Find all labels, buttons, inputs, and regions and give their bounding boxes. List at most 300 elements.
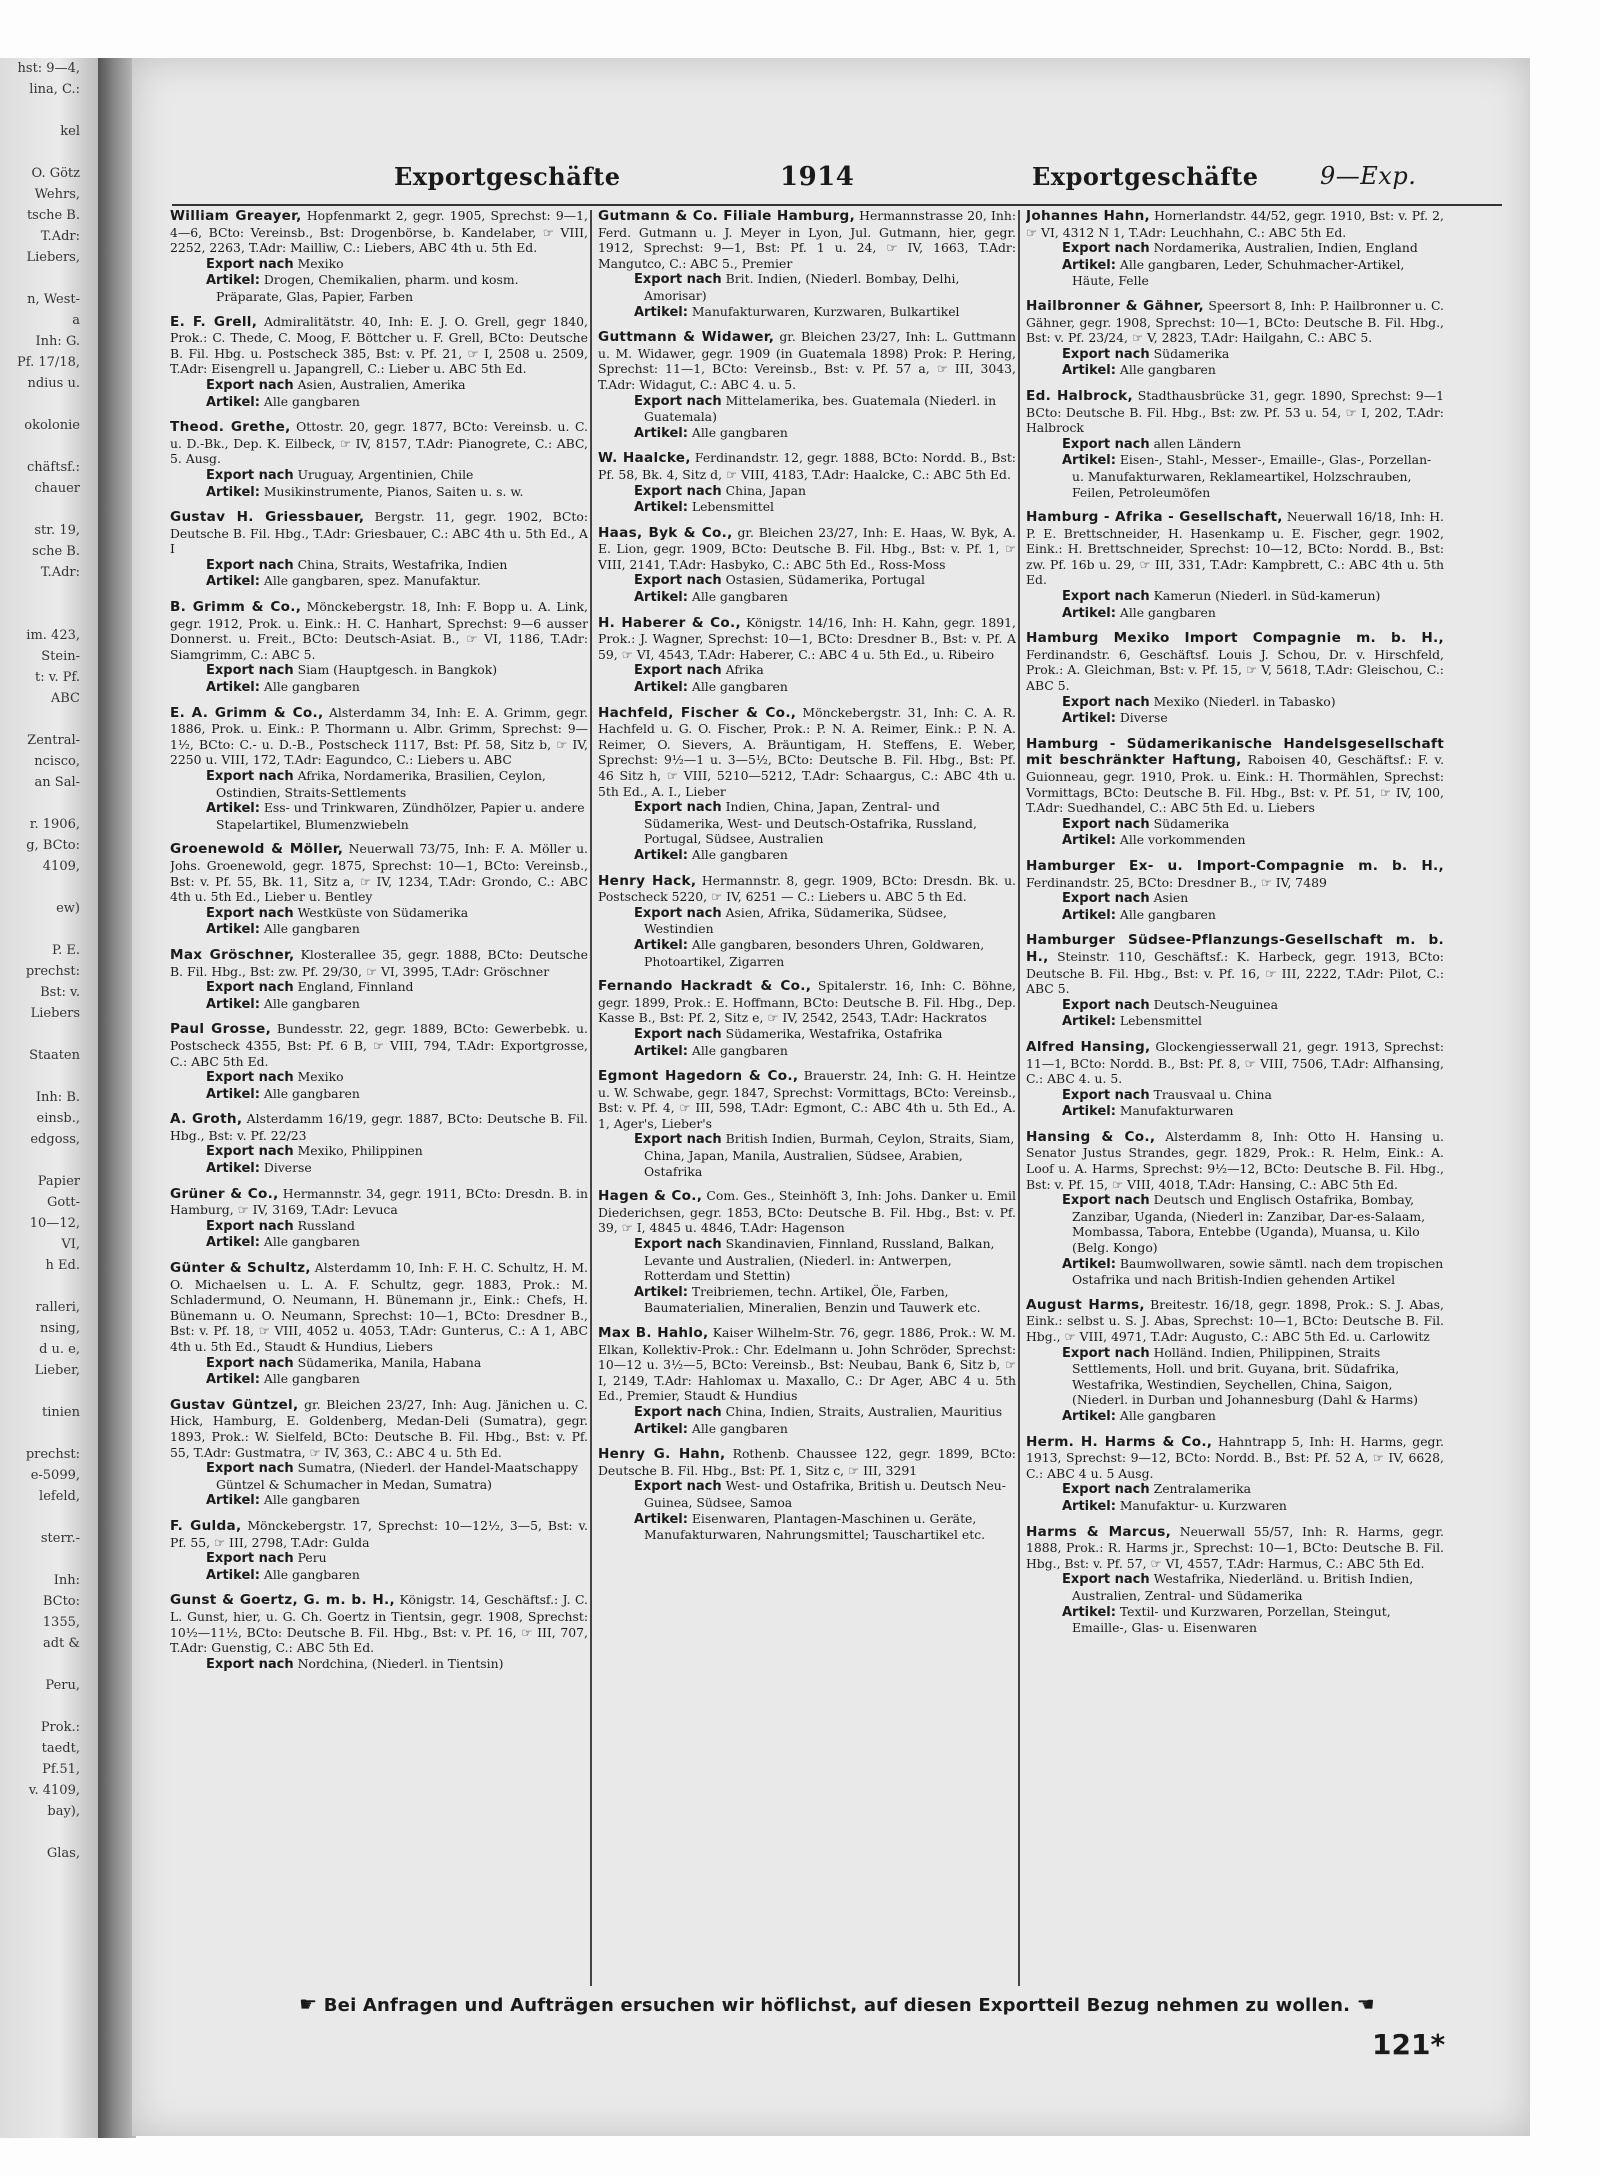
edge-text-line: str. 19,: [34, 523, 80, 538]
edge-text-line: P. E.: [52, 943, 80, 958]
artikel-line: [170, 484, 588, 501]
artikel-line: [598, 304, 1016, 321]
artikel-line: [170, 1371, 588, 1388]
artikel-goods: Textil- und Kurzwaren, Porzellan, Steingut, Emaille-, Glas- u. Eisenwaren: [1072, 1603, 1391, 1636]
export-destinations: Holländ. Indien, Philippinen, Straits Settlements, Holl. und brit. Guyana, brit. Südafrika, Westafrika, Westindien, Seychellen, China, Saigon, (Niederl. in Durban und Johannesburg (Dahl & Harms): [1072, 1344, 1419, 1408]
company-entry: [170, 841, 588, 938]
company-entry: [170, 208, 588, 305]
export-destinations: Siam (Hauptgesch. in Bangkok): [297, 662, 498, 678]
edge-text-line: ralleri,: [35, 1300, 80, 1315]
company-entry: [1026, 1524, 1444, 1636]
company-details: Hermannstrasse 20, Inh: Ferd. Gutmann u. J. Meyer in Lyon, Jul. Gutmann, hier, gegr. 1912, Sprechst: 9—1, Bst: Pf. 1 u. 24, ☞ IV, 1663, T.Adr: Mangutco, C.: ABC 5., Premier: [598, 208, 1016, 271]
edge-text-line: [0, 1150, 98, 1171]
entry-details: [170, 705, 588, 768]
company-entry: [1026, 1129, 1444, 1288]
export-label: Export nach: [634, 573, 722, 589]
entry-details: [598, 1188, 1016, 1236]
export-destinations: Skandinavien, Finnland, Russland, Balkan, Levante und Australien, (Niederl. in: Antwerpen, Rotterdam und Stettin): [644, 1236, 995, 1284]
entry-details: [1026, 630, 1444, 693]
artikel-label: Artikel:: [206, 922, 260, 938]
artikel-goods: Lebensmittel: [691, 499, 775, 515]
artikel-goods: Alle gangbaren: [691, 424, 788, 440]
company-name: Gustav H. Griessbauer,: [170, 509, 365, 526]
company-details: Hermannstr. 34, gegr. 1911, BCto: Dresdn. B. in Hamburg, ☞ IV, 3169, T.Adr: Levuca: [170, 1185, 588, 1218]
company-details: Admiralitätstr. 40, Inh: E. J. O. Grell, gegr 1840, Prok.: C. Thede, C. Moog, F. Böttcher u. F. Grell, BCto: Deutsche B. Fil. Hbg. u. Postscheck 385, Bst: v. Pf. 21, ☞ I, 2508 u. 2509, T.Adr: Eisengrell u. Japangrell, C.: Lieber u. ABC 5th Ed.: [170, 313, 588, 377]
export-destinations: Ostasien, Südamerika, Portugal: [725, 572, 925, 588]
company-entry: [1026, 1039, 1444, 1120]
edge-text-line: ABC: [50, 691, 80, 706]
company-name: Groenewold & Möller,: [170, 841, 344, 858]
edge-text-line: im. 423,: [26, 628, 80, 643]
artikel-line: [598, 589, 1016, 606]
edge-text-line: 10—12,: [29, 1216, 80, 1231]
company-details: Raboisen 40, Geschäftsf.: F. v. Guionneau, gegr. 1910, Prok. u. Eink.: H. Thormählen, Sprechst: Vormittags, BCto: Deutsche B. Fil. Hbg., Bst: v. Pf. 51, ☞ IV, 100, T.Adr: Suedhandel, C.: ABC 5th Ed. u. Liebers: [1026, 752, 1444, 816]
company-name: Harms & Marcus,: [1026, 1523, 1172, 1540]
artikel-line: [598, 1043, 1016, 1060]
export-line: [598, 1404, 1016, 1421]
artikel-line: [598, 1421, 1016, 1438]
export-line: [1026, 346, 1444, 363]
company-details: Alsterdamm 10, Inh: F. H. C. Schultz, H. M. O. Michaelsen u. L. A. F. Schultz, gegr. 1883, Prok.: M. Schladermund, O. Neumann, H. Bünemann jr., Eink.: Chefs, H. Bünemann u. O. Neumann, Sprechst: 10—1, BCto: Dresdner B., Bst: v. Pf. 18, ☞ VIII, 4052 u. 4053, T.Adr: Gunterus, C.: A 1, ABC 4th u. 5th Ed., Staudt & Hundius, Liebers: [170, 1260, 588, 1354]
export-destinations: Mexiko: [297, 255, 344, 271]
export-line: [170, 1143, 588, 1160]
export-line: [1026, 890, 1444, 907]
company-entry: [598, 329, 1016, 441]
export-label: Export nach: [634, 393, 722, 409]
export-line: [170, 467, 588, 484]
edge-text-line: tinien: [42, 1405, 80, 1420]
entry-details: [1026, 208, 1444, 240]
artikel-line: [170, 394, 588, 411]
artikel-goods: Manufakturwaren, Kurzwaren, Bulkartikel: [691, 303, 960, 319]
export-line: [1026, 816, 1444, 833]
export-line: [598, 572, 1016, 589]
edge-text-line: t: v. Pf.: [34, 670, 80, 685]
export-destinations: Trausvaal u. China: [1153, 1086, 1272, 1102]
export-label: Export nach: [1062, 997, 1150, 1013]
export-destinations: Westküste von Südamerika: [297, 904, 469, 920]
artikel-line: [1026, 452, 1444, 500]
export-label: Export nach: [206, 377, 294, 393]
header-rule: [172, 204, 1502, 206]
company-name: Max Gröschner,: [170, 946, 295, 963]
artikel-goods: Alle gangbaren: [263, 1371, 360, 1387]
company-details: Neuerwall 16/18, Inh: H. P. E. Brettschneider, H. Hasenkamp u. E. Fischer, gegr. 1902, Eink.: H. Brettschneider, Sprechst: 10—12, BCto: Nordd. B., Bst: zw. Pf. 16b u. 29, ☞ III, 331, T.Adr: Kampbrett, C.: ABC 4th u. 5th Ed.: [1026, 509, 1444, 588]
artikel-label: Artikel:: [634, 590, 688, 606]
export-destinations: Russland: [297, 1217, 355, 1233]
artikel-label: Artikel:: [634, 680, 688, 696]
company-details: Hornerlandstr. 44/52, gegr. 1910, Bst: v. Pf. 2, ☞ VI, 4312 N 1, T.Adr: Leuchhahn, C.: ABC 5th Ed.: [1026, 208, 1444, 240]
edge-text-line: chauer: [34, 481, 80, 496]
export-destinations: Nordamerika, Australien, Indien, England: [1153, 240, 1418, 256]
export-label: Export nach: [206, 557, 294, 573]
export-label: Export nach: [206, 1070, 294, 1086]
export-line: [1026, 588, 1444, 605]
export-label: Export nach: [206, 1461, 294, 1477]
entry-details: [170, 1518, 588, 1550]
entry-details: [598, 705, 1016, 800]
export-line: [1026, 436, 1444, 453]
artikel-line: [170, 996, 588, 1013]
export-label: Export nach: [634, 1132, 722, 1148]
export-destinations: British Indien, Burmah, Ceylon, Straits, Siam, China, Japan, Manila, Australien, Südsee, Arabien, Ostafrika: [644, 1131, 1015, 1179]
company-entry: [598, 1068, 1016, 1179]
edge-text-line: [0, 919, 98, 940]
export-label: Export nach: [634, 1237, 722, 1253]
entry-details: [1026, 932, 1444, 996]
artikel-goods: Lebensmittel: [1119, 1013, 1203, 1029]
export-label: Export nach: [1062, 891, 1150, 907]
edge-text-line: kel: [60, 124, 80, 139]
artikel-label: Artikel:: [634, 304, 688, 320]
company-details: Ferdinandstr. 25, BCto: Dresdner B., ☞ IV, 7489: [1026, 874, 1327, 890]
edge-text-line: [0, 1381, 98, 1402]
entry-details: [598, 525, 1016, 573]
company-entry: [1026, 1297, 1444, 1425]
export-destinations: Südamerika: [1153, 815, 1230, 831]
header-right-title: Exportgeschäfte: [1032, 162, 1259, 191]
artikel-label: Artikel:: [634, 937, 688, 953]
edge-text-line: Stein-: [41, 649, 80, 664]
artikel-goods: Alle gangbaren: [263, 995, 360, 1011]
artikel-goods: Alle gangbaren, besonders Uhren, Goldwaren, Photoartikel, Zigarren: [644, 936, 985, 969]
artikel-label: Artikel:: [634, 1511, 688, 1527]
page: [132, 58, 1530, 2136]
export-destinations: England, Finnland: [297, 979, 414, 995]
company-entry: [1026, 1434, 1444, 1515]
column-3: [1026, 208, 1444, 1986]
artikel-line: [170, 573, 588, 590]
artikel-line: [170, 679, 588, 696]
export-destinations: Kamerun (Niederl. in Süd-kamerun): [1153, 588, 1381, 604]
edge-text-line: [0, 1507, 98, 1528]
company-entry: [170, 1518, 588, 1583]
export-destinations: Mexiko, Philippinen: [297, 1143, 423, 1159]
edge-text-line: VI,: [61, 1237, 80, 1252]
artikel-label: Artikel:: [206, 1372, 260, 1388]
edge-text-line: Staaten: [29, 1048, 80, 1063]
edge-text-line: [0, 499, 98, 520]
company-entry: [598, 1446, 1016, 1543]
export-line: [598, 393, 1016, 425]
export-label: Export nach: [634, 1404, 722, 1420]
company-details: Com. Ges., Steinhöft 3, Inh: Johs. Danker u. Emil Diederichsen, gegr. 1853, BCto: Deutsche B. Fil. Hbg., Bst: v. Pf. 39, ☞ I, 4845 u. 4846, T.Adr: Hagenson: [598, 1188, 1016, 1236]
company-details: Königstr. 14/16, Inh: H. Kahn, gegr. 1891, Prok.: J. Wagner, Sprechst: 10—1, BCto: Dresdner B., Bst: v. Pf. A 59, ☞ VI, 4543, T.Adr: Haberer, C.: ABC 4 u. 5th Ed., u. Ribeiro: [598, 614, 1016, 662]
company-entry: [598, 525, 1016, 606]
artikel-goods: Alle gangbaren: [691, 679, 788, 695]
company-name: Hailbronner & Gähner,: [1026, 297, 1205, 314]
export-label: Export nach: [206, 905, 294, 921]
artikel-label: Artikel:: [634, 1284, 688, 1300]
export-label: Export nach: [1062, 1482, 1150, 1498]
export-destinations: West- und Ostafrika, British u. Deutsch Neu-Guinea, Südsee, Samoa: [644, 1478, 1006, 1510]
entry-details: [170, 1186, 588, 1218]
export-line: [1026, 997, 1444, 1014]
edge-text-line: [0, 1024, 98, 1045]
company-name: Johannes Hahn,: [1026, 208, 1151, 224]
artikel-goods: Ess- und Trinkwaren, Zündhölzer, Papier u. andere Stapelartikel, Blumenzwiebeln: [216, 800, 585, 832]
company-entry: [1026, 932, 1444, 1030]
entry-details: [170, 841, 588, 904]
company-name: E. A. Grimm & Co.,: [170, 704, 324, 721]
company-entry: [1026, 388, 1444, 500]
entry-details: [598, 450, 1016, 482]
artikel-goods: Alle gangbaren, Leder, Schuhmacher-Artikel, Häute, Felle: [1072, 256, 1405, 289]
company-name: Herm. H. Harms & Co.,: [1026, 1433, 1213, 1450]
edge-text-line: Wehrs,: [34, 187, 80, 202]
artikel-line: [598, 937, 1016, 969]
export-label: Export nach: [634, 905, 722, 921]
entry-details: [1026, 388, 1444, 436]
company-details: Alsterdamm 16/19, gegr. 1887, BCto: Deutsche B. Fil. Hbg., Bst: v. Pf. 22/23: [170, 1111, 588, 1143]
company-details: Alsterdamm 8, Inh: Otto H. Hansing u. Senator Justus Strandes, gegr. 1829, Prok.: R. Helm, Eink.: A. Loof u. A. Harms, Sprechst: 9½—12, BCto: Deutsche B. Fil. Hbg., Bst: v. Pf. 15, ☞ VIII, 4018, T.Adr: Hansing, C.: ABC 5th Ed.: [1026, 1128, 1444, 1192]
export-label: Export nach: [206, 980, 294, 996]
artikel-label: Artikel:: [206, 1493, 260, 1509]
edge-text-line: [0, 100, 98, 121]
company-name: August Harms,: [1026, 1296, 1145, 1313]
edge-text-line: [0, 1423, 98, 1444]
artikel-goods: Diverse: [263, 1160, 312, 1176]
edge-text-line: T.Adr:: [40, 565, 80, 580]
artikel-label: Artikel:: [1062, 907, 1116, 923]
artikel-goods: Alle gangbaren: [1119, 604, 1216, 620]
entry-details: [170, 1592, 588, 1655]
company-details: Neuerwall 73/75, Inh: F. A. Möller u. Johs. Groenewold, gegr. 1875, Sprechst: 10—1, BCto: Vereinsb., Bst: v. Pf. 55, Bk. 11, Sitz a, ☞ IV, 1234, T.Adr: Grondo, C.: ABC 4th u. 5th Ed., Lieber u. Bentley: [170, 841, 588, 905]
artikel-label: Artikel:: [634, 1043, 688, 1059]
entry-details: [1026, 1297, 1444, 1345]
artikel-line: [1026, 832, 1444, 849]
export-line: [1026, 1192, 1444, 1255]
artikel-label: Artikel:: [1062, 1498, 1116, 1514]
footer-note: [152, 1992, 1522, 2016]
export-destinations: Mexiko: [297, 1069, 344, 1085]
company-name: Hamburg - Südamerikanische Handelsgesellschaft mit beschränkter Haftung,: [1026, 735, 1444, 769]
edge-text-line: ncisco,: [34, 754, 80, 769]
export-label: Export nach: [206, 1656, 294, 1672]
edge-text-line: prechst:: [25, 1447, 80, 1462]
company-entry: [1026, 298, 1444, 379]
export-label: Export nach: [206, 1551, 294, 1567]
artikel-goods: Musikinstrumente, Pianos, Saiten u. s. w.: [263, 483, 524, 499]
export-line: [1026, 1481, 1444, 1498]
edge-text-line: adt &: [42, 1636, 80, 1651]
artikel-label: Artikel:: [206, 394, 260, 410]
entry-details: [1026, 736, 1444, 816]
edge-text-line: tsche B.: [26, 208, 80, 223]
export-label: Export nach: [634, 800, 722, 816]
company-entry: [598, 978, 1016, 1059]
company-entry: [1026, 858, 1444, 923]
edge-text-line: [0, 1276, 98, 1297]
export-label: Export nach: [1062, 241, 1150, 257]
entry-details: [1026, 1524, 1444, 1572]
edge-text-line: Inh:: [53, 1573, 80, 1588]
export-destinations: Nordchina, (Niederl. in Tientsin): [297, 1655, 504, 1671]
running-header: [132, 158, 1530, 204]
artikel-label: Artikel:: [206, 273, 260, 289]
column-divider: [590, 210, 592, 1986]
header-left-title: Exportgeschäfte: [394, 162, 621, 191]
edge-text-line: [0, 1549, 98, 1570]
export-line: [170, 1656, 588, 1673]
artikel-line: [1026, 1256, 1444, 1288]
company-details: Breitestr. 16/18, gegr. 1898, Prok.: S. J. Abas, Eink.: selbst u. S. J. Abas, Sprechst: 10—1, BCto: Deutsche B. Fil. Hbg., ☞ VIII, 4971, T.Adr: Augusto, C.: ABC 5th Ed. u. Carlowitz: [1026, 1296, 1444, 1344]
export-destinations: Afrika: [725, 662, 764, 678]
edge-text-line: v. 4109,: [28, 1783, 80, 1798]
export-destinations: Indien, China, Japan, Zentral- und Südamerika, West- und Deutsch-Ostafrika, Russland, Portugal, Südsee, Australien: [644, 799, 977, 847]
company-entry: [170, 1021, 588, 1102]
previous-page-edge: [0, 58, 98, 2138]
export-line: [170, 1550, 588, 1567]
artikel-label: Artikel:: [1062, 363, 1116, 379]
edge-text-line: [0, 142, 98, 163]
edge-text-line: taedt,: [41, 1741, 80, 1756]
company-entry: [598, 873, 1016, 970]
artikel-goods: Alle gangbaren: [691, 1420, 788, 1436]
artikel-label: Artikel:: [1062, 453, 1116, 469]
artikel-label: Artikel:: [634, 1421, 688, 1437]
export-destinations: Deutsch-Neuguinea: [1153, 996, 1279, 1012]
company-entry: [598, 208, 1016, 320]
artikel-label: Artikel:: [634, 847, 688, 863]
edge-text-line: n, West-: [27, 292, 80, 307]
edge-text-line: sche B.: [32, 544, 80, 559]
company-name: Hamburger Südsee-Pflanzungs-Gesellschaft m. b. H.,: [1026, 932, 1444, 965]
edge-text-line: Inh: G.: [35, 334, 80, 349]
edge-text-line: ew): [56, 901, 80, 916]
edge-text-line: Lieber,: [34, 1363, 80, 1378]
edge-text-line: [0, 394, 98, 415]
artikel-line: [1026, 605, 1444, 622]
edge-text-line: BCto:: [42, 1594, 80, 1609]
export-line: [170, 1460, 588, 1492]
company-entry: [170, 1186, 588, 1251]
company-entry: [598, 450, 1016, 515]
company-name: William Greayer,: [170, 208, 302, 224]
artikel-label: Artikel:: [1062, 257, 1116, 273]
artikel-line: [598, 499, 1016, 516]
edge-text-line: 1355,: [42, 1615, 80, 1630]
company-details: Klosterallee 35, gegr. 1888, BCto: Deutsche B. Fil. Hbg., Bst: zw. Pf. 29/30, ☞ VI, 3995, T.Adr: Gröschner: [170, 946, 588, 979]
export-line: [170, 1069, 588, 1086]
edge-text-line: a: [72, 313, 80, 328]
entry-details: [170, 1260, 588, 1355]
edge-text-line: [0, 436, 98, 457]
export-label: Export nach: [206, 1355, 294, 1371]
artikel-label: Artikel:: [1062, 1408, 1116, 1424]
company-details: Speersort 8, Inh: P. Hailbronner u. C. Gähner, gegr. 1908, Sprechst: 10—1, BCto: Deutsche B. Fil. Hbg., Bst: v. Pf. 23/24, ☞ V, 2823, T.Adr: Hailgahn, C.: ABC 5.: [1026, 297, 1444, 346]
export-line: [598, 905, 1016, 937]
export-label: Export nach: [1062, 346, 1150, 362]
company-name: Theod. Grethe,: [170, 419, 291, 436]
edge-text-line: [0, 1654, 98, 1675]
export-label: Export nach: [1062, 589, 1150, 605]
edge-text-line: lefeld,: [39, 1489, 80, 1504]
export-line: [1026, 694, 1444, 711]
artikel-goods: Treibriemen, techn. Artikel, Öle, Farben, Baumaterialien, Mineralien, Benzin und Tauwerk etc.: [644, 1283, 981, 1316]
company-details: Königstr. 14, Geschäftsf.: J. C. L. Gunst, hier, u. G. Ch. Goertz in Tientsin, gegr. 1908, Sprechst: 10½—11½, BCto: Deutsche B. Fil. Hbg., Bst: v. Pf. 16, ☞ III, 707, T.Adr: Guenstig, C.: ABC 5th Ed.: [170, 1592, 588, 1656]
edge-text-line: Glas,: [46, 1846, 80, 1861]
edge-text-line: okolonie: [24, 418, 80, 433]
company-name: Henry G. Hahn,: [598, 1446, 726, 1463]
company-name: F. Gulda,: [170, 1517, 242, 1534]
edge-text-line: [0, 877, 98, 898]
edge-text-line: [0, 709, 98, 730]
company-details: Ottostr. 20, gegr. 1877, BCto: Vereinsb. u. C. u. D.-Bk., Dep. K. Eilbeck, ☞ IV, 8157, T.Adr: Pianogrete, C.: ABC, 5. Ausg.: [170, 419, 588, 467]
header-page-ref: 9—Exp.: [1320, 162, 1417, 190]
export-line: [170, 905, 588, 922]
artikel-line: [598, 1284, 1016, 1316]
export-line: [598, 662, 1016, 679]
entry-details: [170, 208, 588, 256]
export-destinations: China, Japan: [725, 482, 806, 498]
company-name: Gunst & Goertz, G. m. b. H.,: [170, 1592, 395, 1609]
edge-text-line: g, BCto:: [26, 838, 80, 853]
entry-details: [1026, 858, 1444, 890]
export-destinations: Südamerika: [1153, 345, 1230, 361]
artikel-line: [1026, 1103, 1444, 1120]
footer-note-text: Bei Anfragen und Aufträgen ersuchen wir höflichst, auf diesen Exportteil Bezug nehmen zu wollen.: [323, 1995, 1351, 2016]
artikel-label: Artikel:: [1062, 605, 1116, 621]
export-destinations: Westafrika, Niederländ. u. British Indien, Australien, Zentral- und Südamerika: [1072, 1571, 1414, 1603]
entry-details: [598, 1446, 1016, 1478]
company-entry: [1026, 208, 1444, 289]
artikel-goods: Manufakturwaren: [1119, 1103, 1234, 1119]
edge-text-line: Papier: [37, 1174, 80, 1189]
company-details: Ferdinandstr. 12, gegr. 1888, BCto: Nordd. B., Bst: Pf. 58, Bk. 4, Sitz d, ☞ VIII, 4183, T.Adr: Haalcke, C.: ABC 5th Ed.: [598, 450, 1016, 482]
export-label: Export nach: [634, 663, 722, 679]
export-label: Export nach: [206, 467, 294, 483]
export-destinations: Mexiko (Niederl. in Tabasko): [1153, 693, 1336, 709]
export-destinations: Mittelamerika, bes. Guatemala (Niederl. in Guatemala): [644, 392, 997, 425]
export-label: Export nach: [1062, 1345, 1150, 1361]
edge-text-line: bay),: [47, 1804, 80, 1819]
edge-text-line: an Sal-: [34, 775, 80, 790]
entry-details: [170, 1021, 588, 1069]
company-details: gr. Bleichen 23/27, Inh: L. Guttmann u. M. Widawer, gegr. 1909 (in Guatemala 1898) Prok: P. Hering, Sprechst: 11—1, BCto: Vereinsb., Bst: v. Pf. 57 a, ☞ III, 3043, T.Adr: Widagut, C.: ABC 4. u. 5.: [598, 329, 1016, 392]
export-line: [170, 1355, 588, 1372]
entry-details: [170, 947, 588, 979]
artikel-label: Artikel:: [206, 680, 260, 696]
company-details: Mönckebergstr. 17, Sprechst: 10—12½, 3—5, Bst: v. Pf. 55, ☞ III, 2798, T.Adr: Gulda: [170, 1517, 588, 1550]
company-name: Gustav Güntzel,: [170, 1396, 299, 1413]
company-entry: [170, 947, 588, 1012]
entry-details: [598, 1068, 1016, 1131]
export-destinations: China, Indien, Straits, Australien, Mauritius: [725, 1403, 1003, 1419]
artikel-line: [1026, 710, 1444, 727]
export-destinations: Peru: [297, 1550, 327, 1566]
export-label: Export nach: [1062, 436, 1150, 452]
entry-details: [598, 615, 1016, 663]
artikel-label: Artikel:: [206, 996, 260, 1012]
entry-details: [598, 208, 1016, 271]
artikel-goods: Alle gangbaren: [263, 1234, 360, 1250]
artikel-label: Artikel:: [634, 425, 688, 441]
entry-details: [170, 314, 588, 377]
company-details: Glockengiesserwall 21, gegr. 1913, Sprechst: 11—1, BCto: Nordd. B., Bst: Pf. 8, ☞ VIII, 7506, T.Adr: Alfhansing, C.: ABC 4. u. 5.: [1026, 1038, 1444, 1087]
company-details: Kaiser Wilhelm-Str. 76, gegr. 1886, Prok.: W. M. Elkan, Kollektiv-Prok.: Chr. Edelmann u. John Schröder, Sprechst: 10—12 u. 3½—5, BCto: Vereinsb., Bst: Neubau, Bank 6, Sitz b, ☞ I, 2149, T.Adr: Hahlomax u. Maxallo, C.: Dr Ager, ABC 4 u. 5th Ed., Premier, Staudt & Hundius: [598, 1325, 1016, 1404]
artikel-line: [598, 425, 1016, 442]
company-details: Spitalerstr. 16, Inh: C. Böhne, gegr. 1899, Prok.: E. Hoffmann, BCto: Deutsche B. Fil. Hbg., Dep. Kasse B., Bst: Pf. 2, Sitz e, ☞ IV, 2542, 2543, T.Adr: Hackratos: [598, 978, 1016, 1026]
export-label: Export nach: [206, 256, 294, 272]
artikel-goods: Eisen-, Stahl-, Messer-, Emaille-, Glas-, Porzellan- u. Manufakturwaren, Reklameartikel, Holzschrauben, Feilen, Petroleumöfen: [1072, 452, 1432, 500]
export-label: Export nach: [206, 1218, 294, 1234]
export-line: [1026, 240, 1444, 257]
export-line: [1026, 1571, 1444, 1603]
artikel-goods: Alle gangbaren: [1119, 906, 1216, 922]
entry-details: [1026, 1434, 1444, 1482]
export-label: Export nach: [1062, 816, 1150, 832]
